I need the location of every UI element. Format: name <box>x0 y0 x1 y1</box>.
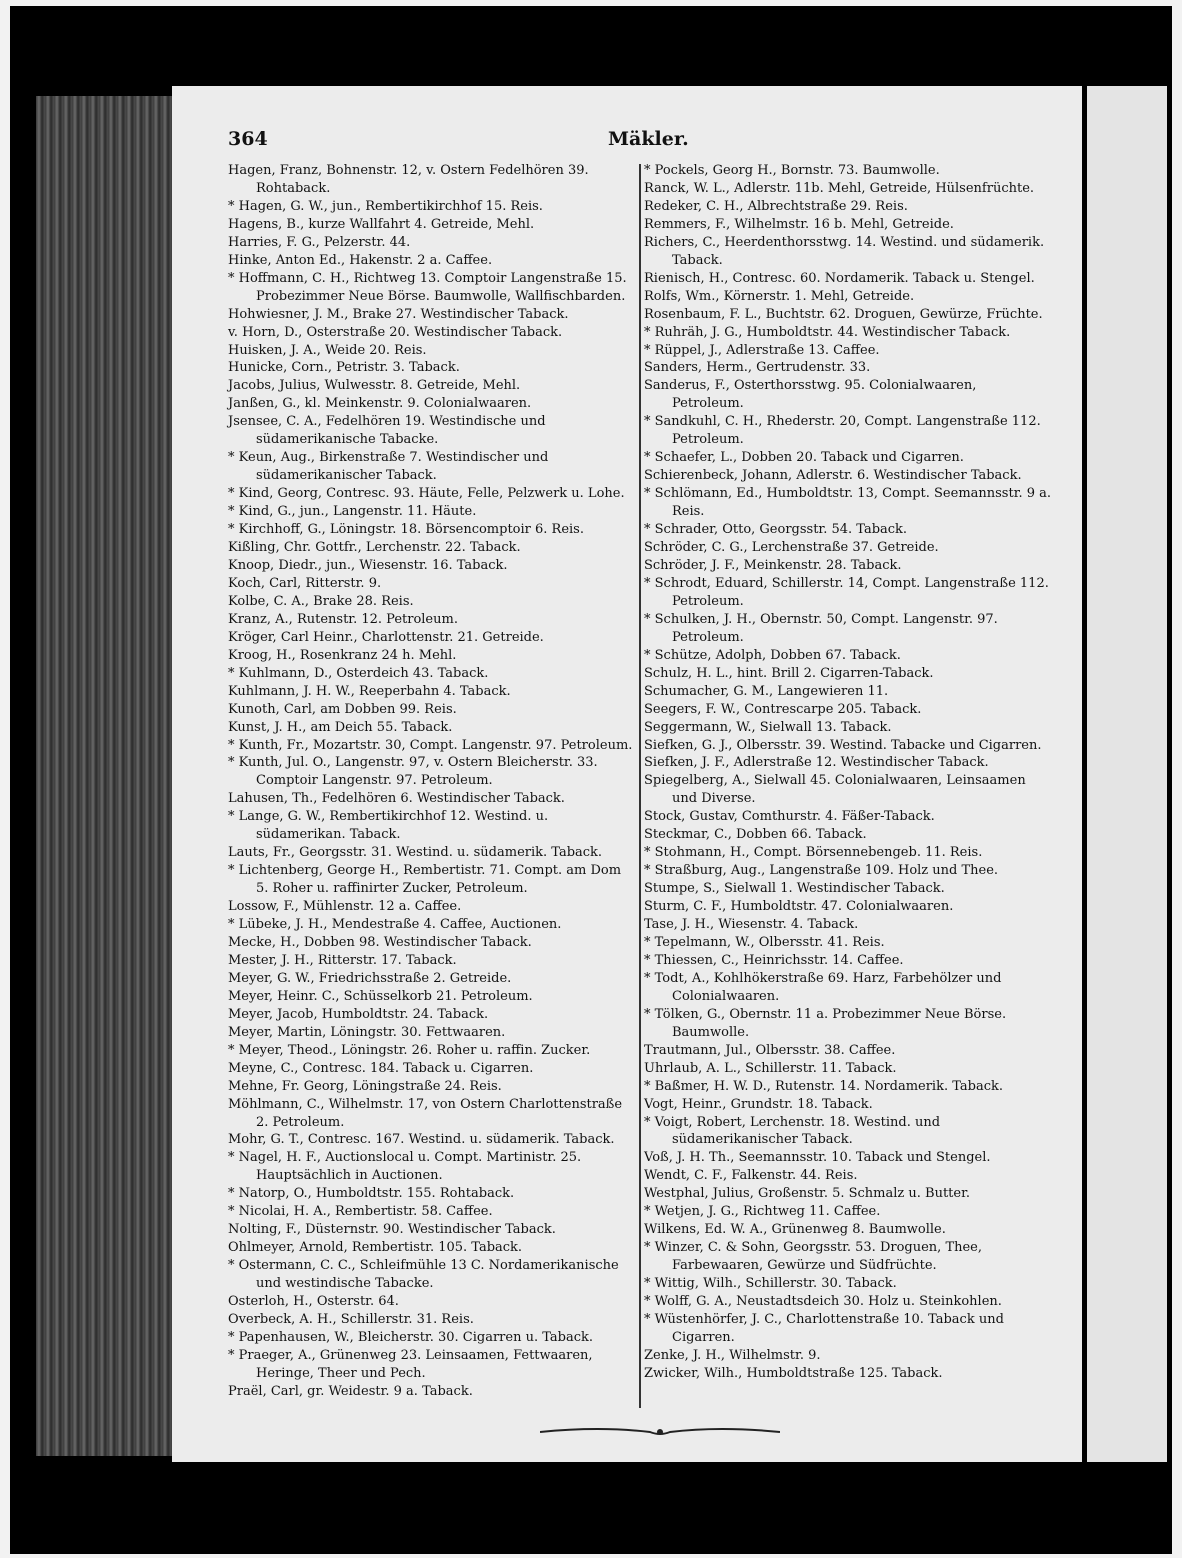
directory-entry: Mester, J. H., Ritterstr. 17. Taback. <box>228 952 457 968</box>
directory-entry: Hohwiesner, J. M., Brake 27. Westindischer Taback. <box>228 306 569 322</box>
column-divider <box>639 164 641 1408</box>
directory-entry: Seggermann, W., Sielwall 13. Taback. <box>644 719 892 735</box>
directory-entry: Hinke, Anton Ed., Hakenstr. 2 a. Caffee. <box>228 252 493 268</box>
directory-entry: Huisken, J. A., Weide 20. Reis. <box>228 342 427 358</box>
directory-entry: Sanders, Herm., Gertrudenstr. 33. <box>644 360 871 376</box>
directory-entry: * Kind, Georg, Contresc. 93. Häute, Felle, Pelzwerk u. Lohe. <box>228 486 625 502</box>
left-column <box>228 162 636 1401</box>
directory-entry: Seegers, F. W., Contrescarpe 205. Taback. <box>644 701 922 717</box>
directory-entry: * Lichtenberg, George H., Rembertistr. 71. Compt. am Dom 5. Roher u. raffinirter Zucker, Petroleum. <box>228 863 622 897</box>
directory-entry: Trautmann, Jul., Olbersstr. 38. Caffee. <box>644 1042 896 1058</box>
directory-entry: * Schrodt, Eduard, Schillerstr. 14, Compt. Langenstraße 112. Petroleum. <box>644 575 1049 609</box>
directory-entry: Janßen, G., kl. Meinkenstr. 9. Colonialwaaren. <box>228 396 532 412</box>
directory-entry: Rienisch, H., Contresc. 60. Nordamerik. Taback u. Stengel. <box>644 270 1035 286</box>
directory-entry: * Ruhräh, J. G., Humboldtstr. 44. Westindischer Taback. <box>644 324 1011 340</box>
directory-entry: Steckmar, C., Dobben 66. Taback. <box>644 827 867 843</box>
directory-entry: Schröder, C. G., Lerchenstraße 37. Getreide. <box>644 540 939 556</box>
directory-entry: * Lübeke, J. H., Mendestraße 4. Caffee, Auctionen. <box>228 917 562 933</box>
directory-entry: Meyer, Heinr. C., Schüsselkorb 21. Petroleum. <box>228 988 533 1004</box>
directory-entry: Meyne, C., Contresc. 184. Taback u. Cigarren. <box>228 1060 534 1076</box>
directory-entry: v. Horn, D., Osterstraße 20. Westindischer Taback. <box>228 324 563 340</box>
directory-entry: Kroog, H., Rosenkranz 24 h. Mehl. <box>228 647 457 663</box>
directory-entry: Ohlmeyer, Arnold, Rembertistr. 105. Taback. <box>228 1240 523 1256</box>
directory-entry: Rolfs, Wm., Körnerstr. 1. Mehl, Getreide. <box>644 288 915 304</box>
directory-entry: Siefken, G. J., Olbersstr. 39. Westind. Tabacke und Cigarren. <box>644 737 1042 753</box>
directory-entry: Mohr, G. T., Contresc. 167. Westind. u. südamerik. Taback. <box>228 1132 615 1148</box>
directory-entry: * Schlömann, Ed., Humboldtstr. 13, Compt. Seemannsstr. 9 a. Reis. <box>644 486 1052 520</box>
directory-entry: * Kirchhoff, G., Löningstr. 18. Börsencomptoir 6. Reis. <box>228 522 584 538</box>
directory-entry: * Stohmann, H., Compt. Börsennebengeb. 11. Reis. <box>644 845 983 861</box>
right-column <box>644 162 1052 1383</box>
directory-entry: Schierenbeck, Johann, Adlerstr. 6. Westindischer Taback. <box>644 468 1022 484</box>
directory-entry: * Natorp, O., Humboldtstr. 155. Rohtaback. <box>228 1186 515 1202</box>
running-head: Mäkler. <box>608 128 689 150</box>
directory-entry: Schumacher, G. M., Langewieren 11. <box>644 683 889 699</box>
directory-entry: * Voigt, Robert, Lerchenstr. 18. Westind. und südamerikanischer Taback. <box>644 1114 941 1148</box>
directory-entry: * Schrader, Otto, Georgsstr. 54. Taback. <box>644 522 908 538</box>
directory-entry: Kröger, Carl Heinr., Charlottenstr. 21. Getreide. <box>228 629 544 645</box>
directory-entry: * Lange, G. W., Rembertikirchhof 12. Westind. u. südamerikan. Taback. <box>228 809 549 843</box>
directory-entry: Zenke, J. H., Wilhelmstr. 9. <box>644 1347 821 1363</box>
directory-entry: * Wetjen, J. G., Richtweg 11. Caffee. <box>644 1204 881 1220</box>
directory-entry: * Kunth, Jul. O., Langenstr. 97, v. Ostern Bleicherstr. 33. Comptoir Langenstr. 97. Petroleum. <box>228 755 598 789</box>
directory-entry: Redeker, C. H., Albrechtstraße 29. Reis. <box>644 198 908 214</box>
directory-entry: Rosenbaum, F. L., Buchtstr. 62. Droguen, Gewürze, Früchte. <box>644 306 1043 322</box>
directory-entry: Westphal, Julius, Großenstr. 5. Schmalz u. Butter. <box>644 1186 971 1202</box>
directory-entry: Lossow, F., Mühlenstr. 12 a. Caffee. <box>228 899 462 915</box>
directory-entry: Jacobs, Julius, Wulwesstr. 8. Getreide, Mehl. <box>228 378 521 394</box>
directory-entry: * Winzer, C. & Sohn, Georgsstr. 53. Droguen, Thee, Farbewaaren, Gewürze und Südfrüchte. <box>644 1240 982 1274</box>
directory-entry: Stock, Gustav, Comthurstr. 4. Fäßer-Taback. <box>644 809 935 825</box>
directory-entry: Meyer, G. W., Friedrichsstraße 2. Getreide. <box>228 970 512 986</box>
directory-entry: Kißling, Chr. Gottfr., Lerchenstr. 22. Taback. <box>228 540 521 556</box>
directory-entry: * Hagen, G. W., jun., Rembertikirchhof 15. Reis. <box>228 198 543 214</box>
directory-entry: Sanderus, F., Osterthorsstwg. 95. Colonialwaaren, Petroleum. <box>644 378 977 412</box>
ornament-rule <box>540 1422 780 1442</box>
directory-entry: Voß, J. H. Th., Seemannsstr. 10. Taback und Stengel. <box>644 1150 991 1166</box>
directory-entry: Lauts, Fr., Georgsstr. 31. Westind. u. südamerik. Taback. <box>228 845 603 861</box>
directory-entry: Vogt, Heinr., Grundstr. 18. Taback. <box>644 1096 873 1112</box>
directory-entry: Zwicker, Wilh., Humboldtstraße 125. Taback. <box>644 1365 943 1381</box>
directory-entry: Wilkens, Ed. W. A., Grünenweg 8. Baumwolle. <box>644 1222 946 1238</box>
directory-entry: * Schulken, J. H., Obernstr. 50, Compt. Langenstr. 97. Petroleum. <box>644 611 998 645</box>
directory-entry: Meyer, Jacob, Humboldtstr. 24. Taback. <box>228 1006 489 1022</box>
directory-entry: Osterloh, H., Osterstr. 64. <box>228 1294 399 1310</box>
page-number: 364 <box>228 128 268 150</box>
directory-entry: Uhrlaub, A. L., Schillerstr. 11. Taback. <box>644 1060 897 1076</box>
directory-entry: * Schütze, Adolph, Dobben 67. Taback. <box>644 647 901 663</box>
directory-entry: * Sandkuhl, C. H., Rhederstr. 20, Compt. Langenstraße 112. Petroleum. <box>644 414 1041 448</box>
directory-entry: Meyer, Martin, Löningstr. 30. Fettwaaren. <box>228 1024 506 1040</box>
directory-entry: Ranck, W. L., Adlerstr. 11b. Mehl, Getreide, Hülsenfrüchte. <box>644 180 1035 196</box>
directory-entry: * Kuhlmann, D., Osterdeich 43. Taback. <box>228 665 489 681</box>
directory-entry: Knoop, Diedr., jun., Wiesenstr. 16. Taback. <box>228 557 508 573</box>
book-page-edges <box>36 96 172 1456</box>
directory-entry: Spiegelberg, A., Sielwall 45. Colonialwaaren, Leinsaamen und Diverse. <box>644 773 1026 807</box>
directory-entry: Sturm, C. F., Humboldtstr. 47. Colonialwaaren. <box>644 899 954 915</box>
directory-entry: * Keun, Aug., Birkenstraße 7. Westindischer und südamerikanischer Taback. <box>228 450 549 484</box>
directory-entry: * Wittig, Wilh., Schillerstr. 30. Taback. <box>644 1276 897 1292</box>
directory-entry: Richers, C., Heerdenthorsstwg. 14. Westind. und südamerik. Taback. <box>644 234 1045 268</box>
directory-entry: Mecke, H., Dobben 98. Westindischer Taback. <box>228 934 532 950</box>
directory-entry: * Schaefer, L., Dobben 20. Taback und Cigarren. <box>644 450 964 466</box>
directory-entry: Mehne, Fr. Georg, Löningstraße 24. Reis. <box>228 1078 502 1094</box>
directory-entry: * Praeger, A., Grünenweg 23. Leinsaamen, Fettwaaren, Heringe, Theer und Pech. <box>228 1347 593 1381</box>
directory-entry: * Tepelmann, W., Olbersstr. 41. Reis. <box>644 934 885 950</box>
directory-entry: Harries, F. G., Pelzerstr. 44. <box>228 234 411 250</box>
directory-entry: * Hoffmann, C. H., Richtweg 13. Comptoir Langenstraße 15. Probezimmer Neue Börse. Baumwolle, Wallfischbarden. <box>228 270 627 304</box>
directory-entry: * Nicolai, H. A., Rembertistr. 58. Caffee. <box>228 1204 493 1220</box>
directory-entry: Wendt, C. F., Falkenstr. 44. Reis. <box>644 1168 858 1184</box>
directory-entry: Nolting, F., Düsternstr. 90. Westindischer Taback. <box>228 1222 556 1238</box>
directory-entry: Kolbe, C. A., Brake 28. Reis. <box>228 593 414 609</box>
directory-entry: * Kunth, Fr., Mozartstr. 30, Compt. Langenstr. 97. Petroleum. <box>228 737 633 753</box>
directory-entry: * Thiessen, C., Heinrichsstr. 14. Caffee. <box>644 952 904 968</box>
facing-page-edge <box>1087 86 1167 1462</box>
directory-entry: * Todt, A., Kohlhökerstraße 69. Harz, Farbehölzer und Colonialwaaren. <box>644 970 1002 1004</box>
directory-entry: Hunicke, Corn., Petristr. 3. Taback. <box>228 360 460 376</box>
directory-entry: Kuhlmann, J. H. W., Reeperbahn 4. Taback. <box>228 683 511 699</box>
directory-entry: Koch, Carl, Ritterstr. 9. <box>228 575 382 591</box>
directory-entry: Schröder, J. F., Meinkenstr. 28. Taback. <box>644 557 902 573</box>
directory-entry: * Ostermann, C. C., Schleifmühle 13 C. Nordamerikanische und westindische Tabacke. <box>228 1258 619 1292</box>
directory-entry: Kunst, J. H., am Deich 55. Taback. <box>228 719 453 735</box>
directory-entry: Siefken, J. F., Adlerstraße 12. Westindischer Taback. <box>644 755 989 771</box>
directory-entry: Hagen, Franz, Bohnenstr. 12, v. Ostern Fedelhören 39. Rohtaback. <box>228 163 589 196</box>
directory-entry: * Wolff, G. A., Neustadtsdeich 30. Holz u. Steinkohlen. <box>644 1294 1002 1310</box>
page-header <box>228 128 1050 152</box>
directory-entry: Möhlmann, C., Wilhelmstr. 17, von Ostern Charlottenstraße 2. Petroleum. <box>228 1096 623 1130</box>
directory-entry: * Wüstenhörfer, J. C., Charlottenstraße 10. Taback und Cigarren. <box>644 1312 1004 1345</box>
directory-entry: Overbeck, A. H., Schillerstr. 31. Reis. <box>228 1312 474 1327</box>
directory-entry: * Pockels, Georg H., Bornstr. 73. Baumwolle. <box>644 163 940 178</box>
directory-entry: Schulz, H. L., hint. Brill 2. Cigarren-Taback. <box>644 665 934 681</box>
directory-entry: * Papenhausen, W., Bleicherstr. 30. Cigarren u. Taback. <box>228 1329 594 1345</box>
directory-entry: * Baßmer, H. W. D., Rutenstr. 14. Nordamerik. Taback. <box>644 1078 1004 1094</box>
directory-entry: Jsensee, C. A., Fedelhören 19. Westindische und südamerikanische Tabacke. <box>228 414 546 448</box>
directory-entry: * Tölken, G., Obernstr. 11 a. Probezimmer Neue Börse. Baumwolle. <box>644 1006 1007 1040</box>
directory-entry: Lahusen, Th., Fedelhören 6. Westindischer Taback. <box>228 791 565 807</box>
directory-entry: * Meyer, Theod., Löningstr. 26. Roher u. raffin. Zucker. <box>228 1042 591 1058</box>
directory-entry: Remmers, F., Wilhelmstr. 16 b. Mehl, Getreide. <box>644 216 954 232</box>
directory-entry: * Nagel, H. F., Auctionslocal u. Compt. Martinistr. 25. Hauptsächlich in Auctionen. <box>228 1150 582 1184</box>
directory-entry: Tase, J. H., Wiesenstr. 4. Taback. <box>644 917 859 933</box>
directory-entry: Praël, Carl, gr. Weidestr. 9 a. Taback. <box>228 1383 473 1399</box>
directory-entry: Kunoth, Carl, am Dobben 99. Reis. <box>228 701 457 717</box>
directory-entry: * Straßburg, Aug., Langenstraße 109. Holz und Thee. <box>644 863 999 879</box>
directory-entry: * Kind, G., jun., Langenstr. 11. Häute. <box>228 504 477 520</box>
directory-entry: Stumpe, S., Sielwall 1. Westindischer Taback. <box>644 881 945 897</box>
directory-entry: Hagens, B., kurze Wallfahrt 4. Getreide, Mehl. <box>228 216 535 232</box>
directory-entry: * Rüppel, J., Adlerstraße 13. Caffee. <box>644 342 880 358</box>
directory-entry: Kranz, A., Rutenstr. 12. Petroleum. <box>228 611 458 627</box>
